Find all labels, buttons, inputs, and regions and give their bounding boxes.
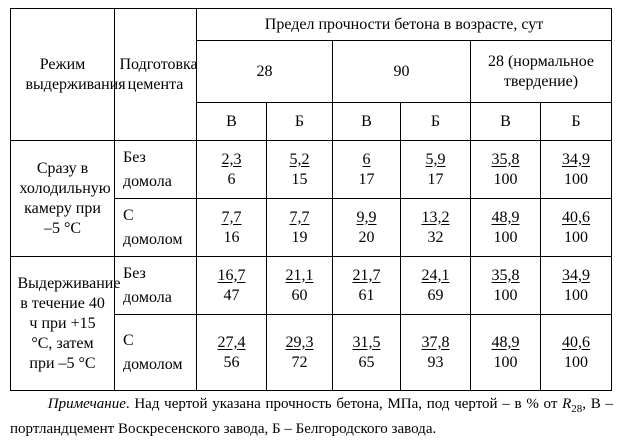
value-cell [471,199,541,257]
value-strength: 29,3 [285,333,314,351]
value-cell [471,141,541,199]
value-cell [197,141,267,199]
header-strength: Предел прочности бетона в возрасте, сут [197,9,612,41]
value-strength: 2,3 [221,150,242,168]
value-percent: 56 [223,353,240,371]
prep-label: С домолом [123,206,183,248]
value-cell [401,257,471,315]
value-percent: 19 [291,228,308,246]
note-label: Примечание [47,396,126,412]
table-wrapper [10,8,613,391]
regime-label: Сразу в холодильную камеру при –5 °С [19,159,111,237]
header-regime [11,9,126,141]
header-cement-type: В [197,103,267,141]
value-strength: 35,8 [491,266,520,284]
value-strength: 27,4 [217,333,246,351]
value-percent: 6 [227,170,236,188]
prep-cell [115,141,197,199]
value-percent: 100 [564,286,588,304]
value-strength: 37,8 [421,333,450,351]
header-cement-type: Б [401,103,471,141]
value-cell [471,315,541,391]
value-percent: 100 [493,286,518,304]
value-cell [541,199,612,257]
strength-table [10,8,612,391]
table-row [11,141,612,199]
prep-cell [115,199,197,257]
value-percent: 100 [493,228,518,246]
note-r28: R [562,396,572,412]
value-percent: 100 [564,228,588,246]
value-strength: 5,9 [425,150,446,168]
prep-cell [115,315,197,391]
table-row [11,257,612,315]
value-percent: 16 [223,228,240,246]
value-cell [333,315,401,391]
value-strength: 34,9 [562,266,590,284]
note-text-2: , В – портландцемент Воскресенского завода, Б – Белгородского завода. [10,396,613,437]
value-strength: 48,9 [491,208,520,226]
value-cell [401,199,471,257]
value-percent: 100 [564,353,588,371]
value-cell [267,141,333,199]
note-r28-sub: 28 [571,403,583,415]
value-percent: 100 [493,170,518,188]
value-cell [197,315,267,391]
value-percent: 17 [358,170,375,188]
regime-label: Выдерживание в течение 40 ч при +15 °С, затем при –5 °С [17,274,121,372]
header-row-1 [11,9,612,41]
value-cell [267,315,333,391]
prep-label: С домолом [123,331,183,373]
value-strength: 48,9 [491,333,520,351]
value-cell [333,141,401,199]
value-strength: 7,7 [221,208,242,226]
value-cell [401,141,471,199]
value-percent: 15 [291,170,308,188]
value-cell [197,257,267,315]
value-strength: 40,6 [562,333,590,351]
value-percent: 93 [427,353,444,371]
header-prep [115,9,197,141]
value-strength: 16,7 [217,266,246,284]
prep-cell [115,257,197,315]
value-percent: 69 [427,286,444,304]
value-percent: 20 [358,228,375,246]
value-strength: 21,1 [285,266,314,284]
value-percent: 61 [358,286,375,304]
value-percent: 60 [291,286,308,304]
value-strength: 35,8 [491,150,520,168]
value-cell [267,199,333,257]
value-cell [541,315,612,391]
value-cell [541,141,612,199]
note-text-1: . Над чертой указана прочность бетона, МПа, под чертой – в % от [125,396,563,412]
value-cell [541,257,612,315]
value-cell [267,257,333,315]
value-cell [333,199,401,257]
value-strength: 7,7 [289,208,310,226]
value-strength: 34,9 [562,150,590,168]
header-prep-label: Подготовка цемента [119,55,198,93]
value-cell [471,257,541,315]
value-strength: 24,1 [421,266,450,284]
value-strength: 9,9 [356,208,377,226]
value-percent: 100 [564,170,588,188]
value-cell [197,199,267,257]
header-age-28-normal [471,41,612,103]
header-age-28-normal-label: 28 (нормальное твердение) [487,52,595,90]
regime-cell [11,257,121,391]
value-strength: 40,6 [562,208,590,226]
header-cement-type: В [333,103,401,141]
value-strength: 5,2 [289,150,310,168]
value-percent: 17 [427,170,444,188]
value-percent: 47 [223,286,240,304]
table-note [10,394,613,439]
value-strength: 6 [362,150,371,168]
header-regime-label: Режим выдерживания [25,55,126,93]
value-percent: 65 [358,353,375,371]
prep-label: Без домола [123,148,172,190]
value-percent: 32 [427,228,444,246]
value-cell [401,315,471,391]
header-age-90: 90 [333,41,471,103]
value-percent: 100 [493,353,518,371]
value-strength: 13,2 [421,208,450,226]
regime-cell [11,141,115,257]
value-percent: 72 [291,353,308,371]
header-cement-type: В [471,103,541,141]
header-age-28: 28 [197,41,333,103]
header-cement-type: Б [267,103,333,141]
header-cement-type: Б [541,103,612,141]
value-strength: 21,7 [352,266,381,284]
value-cell [333,257,401,315]
prep-label: Без домола [123,264,172,306]
value-strength: 31,5 [352,333,381,351]
